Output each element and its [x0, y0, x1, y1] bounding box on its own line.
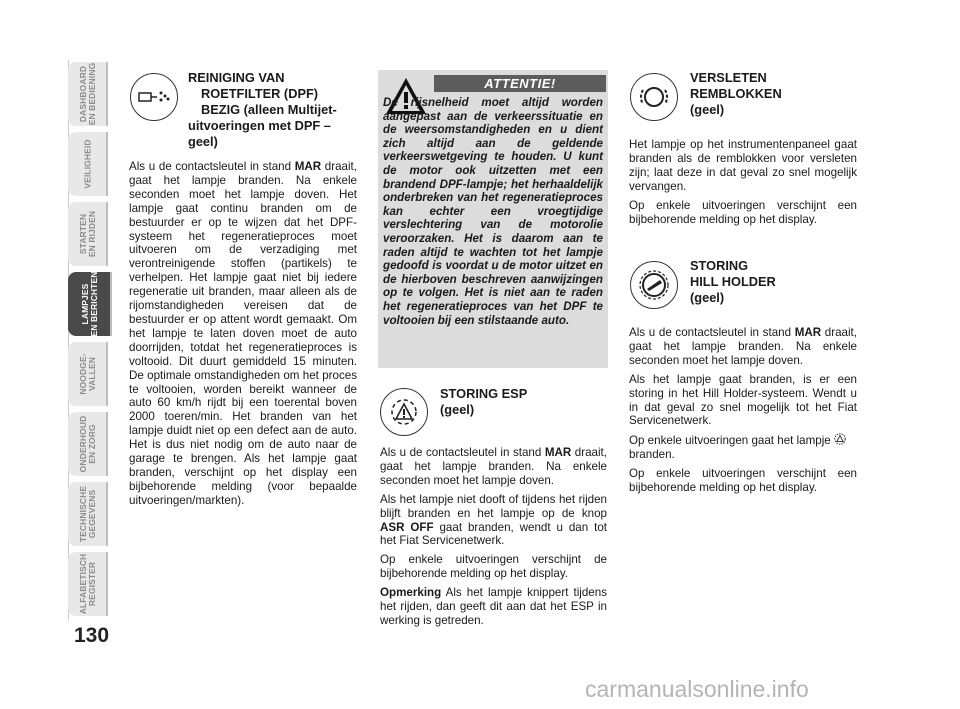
dpf-heading-line: uitvoeringen met DPF – [188, 118, 331, 133]
dpf-heading [188, 70, 358, 150]
esp-warning-icon [380, 388, 428, 436]
esp-heading-line: (geel) [440, 402, 475, 417]
note-label: Opmerking [380, 586, 442, 600]
esp-body [380, 446, 607, 633]
asr-off-key: ASR OFF [380, 520, 434, 534]
dpf-text: draait, gaat het lampje branden. Na enkele seconden moet het lampje doven. Het lampje gaat continu branden om de bestuurder er op te wijzen dat het DPF-systeem het regeneratieproces moet uitvoeren om de verzadiging met verontreinigende stoffen (partikels) te verhelpen. Het lampje gaat niet bij iedere regeneratie uit branden, maar alleen als de rijomstandigheden vereisen dat de bestuurder er op attent wordt gemaakt. Om het lampje te laten doven moet de auto doorrijden, totdat het regeneratieproces is voltooid. Dit duurt gemiddeld 15 minuten. De optimale omstandigheden om het proces te voltooien, worden bereikt wanneer de auto 60 km/h rijdt bij een toerental boven 2000 toeren/min. Het branden van het lampje duidt niet op een defect aan de auto. Het is dus niet nodig om de auto naar de garage te brengen. Als het lampje gaat branden, verschijnt op het display een bijbehorende melding (voor bepaalde uitvoeringen/markten). [129, 160, 357, 507]
hill-heading-line: HILL HOLDER [690, 274, 776, 289]
attention-label: ATTENTIE! [434, 75, 606, 92]
esp-text: Als u de contactsleutel in stand [380, 446, 545, 459]
tab-register[interactable] [68, 552, 108, 616]
hill-paragraph [629, 326, 857, 368]
dpf-heading-line: ROETFILTER (DPF) [201, 86, 319, 101]
tab-label: STARTEN EN RIJDEN [78, 210, 97, 258]
hill-body [629, 326, 857, 500]
esp-text: draait, gaat het lampje branden. Na enkele seconden moet het lampje doven. [380, 446, 607, 487]
tab-label: ALFABETISCH REGISTER [78, 553, 97, 615]
hill-text: Op enkele uitvoeringen gaat het lampje [629, 434, 831, 448]
dpf-paragraph [129, 160, 357, 508]
hill-heading-line: (geel) [690, 290, 725, 305]
tab-technische[interactable] [68, 482, 108, 546]
tab-label: ONDERHOUD EN ZORG [78, 415, 97, 473]
hill-paragraph [629, 433, 857, 462]
tab-lampjes[interactable] [68, 272, 112, 336]
brake-paragraph: Op enkele uitvoeringen verschijnt een bijbehorende melding op het display. [629, 198, 857, 226]
esp-paragraph [380, 586, 607, 628]
tab-label: DASHBOARD EN BEDIENING [78, 62, 97, 126]
attention-text: De rijsnelheid moet altijd worden aangepast aan de verkeerssituatie en de weersomstandigheden en u dient zich altijd aan de geldende verkeerswetgeving te houden. U kunt de motor ook uitzetten met een brandend DPF-lampje; het herhaaldelijk onderbreken van het regeneratieproces kan echter een vroegtijdige verslechtering van de motorolie veroorzaken. Het is daarom aan te raden altijd te wachten tot het lampje gedoofd is voordat u de motor uitzet en de hierboven beschreven aanwijzingen op te volgen. Het is niet aan te raden het regeneratieproces van het DPF te voltooien bij een stilstaande auto. [383, 96, 603, 327]
hill-text: draait, gaat het lampje branden. Na enkele seconden moet het lampje doven. [629, 326, 857, 367]
esp-inline-icon [834, 433, 846, 445]
esp-paragraph: Op enkele uitvoeringen verschijnt de bijbehorende melding op het display. [380, 553, 607, 581]
hill-paragraph: Als het lampje gaat branden, is er een storing in het Hill Holder-systeem. Wendt u in dat geval zo snel mogelijk tot het Fiat Servicenetwerk. [629, 372, 857, 428]
dpf-body [129, 160, 357, 513]
dpf-text: Als u de contactsleutel in stand [129, 160, 295, 173]
key-position: MAR [794, 326, 822, 339]
esp-text: Als het lampje niet dooft of tijdens het rijden blijft branden en het lampje op de knop [380, 492, 607, 520]
hill-paragraph: Op enkele uitvoeringen verschijnt een bijbehorende melding op het display. [629, 467, 857, 495]
brake-paragraph: Het lampje op het instrumentenpaneel gaat branden als de remblokken voor versleten zijn; laat deze in dat geval zo snel mogelijk vervangen. [629, 138, 857, 193]
hill-text: Als u de contactsleutel in stand [629, 326, 795, 339]
brake-pads-icon [630, 73, 678, 121]
tab-dashboard[interactable] [68, 62, 108, 126]
brake-heading-line: VERSLETEN [690, 70, 767, 85]
tab-veiligheid[interactable] [68, 132, 108, 196]
esp-paragraph [380, 446, 607, 488]
hill-holder-icon [630, 261, 678, 309]
esp-heading [440, 386, 600, 418]
brake-body [629, 138, 857, 231]
tab-noodgevallen[interactable] [68, 342, 108, 406]
brake-heading-line: (geel) [690, 102, 725, 117]
esp-text: Als het lampje knippert tijdens het rijden, dan geeft dit aan dat het ESP in werking is getreden. [380, 586, 607, 627]
dpf-heading-line: BEZIG (alleen Multijet- [201, 102, 337, 117]
key-position: MAR [544, 446, 572, 459]
hill-heading-line: STORING [690, 258, 749, 273]
tab-label: VEILIGHEID [82, 139, 93, 189]
watermark: carmanualsonline.info [585, 676, 809, 702]
hill-heading [690, 258, 850, 306]
tab-label: TECHNISCHE GEGEVENS [78, 485, 97, 543]
page-number: 130 [74, 624, 110, 647]
brake-heading-line: REMBLOKKEN [690, 86, 782, 101]
dpf-heading-line: geel) [188, 134, 218, 149]
brake-heading [690, 70, 850, 118]
tab-onderhoud[interactable] [68, 412, 108, 476]
key-position: MAR [294, 160, 322, 173]
dpf-filter-icon [130, 73, 178, 121]
tab-label: LAMPJES EN BERICHTEN [80, 271, 99, 337]
esp-heading-line: STORING ESP [440, 386, 528, 401]
hill-text: branden. [629, 448, 675, 462]
tab-label: NOODGE- VALLEN [78, 353, 97, 395]
esp-text: gaat branden, wendt u dan tot het Fiat Servicenetwerk. [380, 520, 607, 548]
dpf-heading-line: REINIGING VAN [188, 70, 285, 85]
tab-starten[interactable] [68, 202, 108, 266]
esp-paragraph [380, 493, 607, 549]
